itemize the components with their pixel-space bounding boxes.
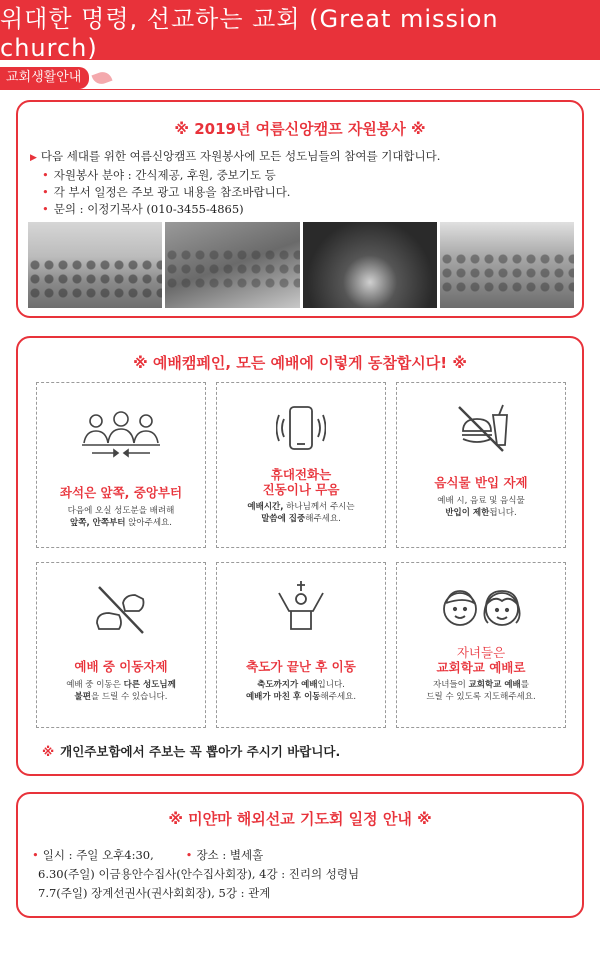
camp-item: • 문의 : 이정기목사 (010-3455-4865) (30, 201, 440, 218)
prayer-schedule-row: 6.30(주일) 이금용안수집사(안수집사회장), 4강 : 진리의 성령님 (38, 867, 360, 881)
cell-title: 예배 중 이동자제 (74, 659, 168, 674)
camp-photo-candles (303, 222, 437, 308)
praise-person-icon (273, 579, 329, 635)
cell-title: 좌석은 앞쪽, 중앙부터 (59, 485, 183, 500)
cell-desc: 자녀들이 교회학교 예배를 드릴 수 있도록 지도해주세요. (426, 680, 536, 702)
bulletin-notice (42, 742, 340, 760)
notice-mark: ※ (42, 744, 55, 759)
no-walking-icon (91, 583, 151, 639)
camp-lead: ▶ 다음 세대를 위한 여름신앙캠프 자원봉사에 모든 성도님들의 참여를 기대합니다. (30, 148, 440, 167)
leaf-icon (92, 69, 113, 86)
campaign-title: ※ 예배캠페인, 모든 예배에 이렇게 동참합시다! ※ (133, 354, 467, 372)
cell-title: 축도가 끝난 후 이동 (246, 659, 356, 674)
cell-desc: 예배 시, 음료 및 음식물 반입이 제한됩니다. (437, 496, 525, 518)
page-header (0, 0, 600, 60)
cell-desc: 다음에 오실 성도분을 배려해 앞쪽, 안쪽부터 앉아주세요. (67, 506, 175, 528)
divider (0, 89, 600, 90)
cell-desc: 예배 중 이동은 다른 성도님께 불편을 드릴 수 있습니다. (66, 680, 176, 702)
cell-title: 휴대전화는 진동이나 무음 (262, 467, 340, 497)
camp-item: • 각 부서 일정은 주보 광고 내용을 참조바랍니다. (30, 184, 440, 201)
cell-title: 음식물 반입 자제 (434, 475, 528, 490)
campaign-cell-walking (36, 562, 206, 728)
section-tag (0, 67, 111, 89)
campaign-cell-benediction (216, 562, 386, 728)
cell-desc: 예배시간, 하나님께서 주시는 말씀에 집중해주세요. (247, 502, 355, 524)
campaign-grid (36, 382, 566, 728)
camp-photos (28, 222, 574, 308)
no-food-icon (453, 401, 509, 457)
camp-volunteer-card (16, 100, 584, 318)
phone-vibrate-icon (276, 401, 326, 457)
prayer-body (32, 846, 359, 903)
header-title: 위대한 명령, 선교하는 교회 (Great mission church) (0, 4, 499, 62)
mission-prayer-card (16, 792, 584, 918)
camp-photo-kids (165, 222, 299, 308)
worship-campaign-card (16, 336, 584, 776)
campaign-cell-phone (216, 382, 386, 548)
campaign-cell-seating (36, 382, 206, 548)
cell-desc: 축도까지가 예배입니다. 예배가 마친 후 이동해주세요. (245, 680, 357, 702)
prayer-schedule-row: 7.7(주일) 장계선권사(권사회회장), 5강 : 관계 (38, 886, 271, 900)
prayer-title: ※ 미얀마 해외선교 기도회 일정 안내 ※ (168, 810, 432, 828)
camp-photo-group (28, 222, 162, 308)
camp-photo-worship (440, 222, 574, 308)
camp-title: ※ 2019년 여름신앙캠프 자원봉사 ※ (174, 120, 426, 138)
campaign-cell-food (396, 382, 566, 548)
prayer-place: • 장소 : 별세홀 (186, 846, 264, 865)
campaign-cell-children (396, 562, 566, 728)
prayer-time: • 일시 : 주일 오후4:30, (32, 846, 182, 865)
people-seating-icon (78, 409, 164, 459)
camp-body (30, 148, 440, 218)
section-tag-label: 교회생활안내 (0, 67, 89, 89)
camp-item: • 자원봉사 분야 : 간식제공, 후원, 중보기도 등 (30, 167, 440, 184)
children-faces-icon (436, 583, 526, 633)
notice-text: 개인주보함에서 주보는 꼭 뽑아가 주시기 바랍니다. (60, 744, 341, 759)
cell-title: 자녀들은 교회학교 예배로 (436, 645, 526, 675)
